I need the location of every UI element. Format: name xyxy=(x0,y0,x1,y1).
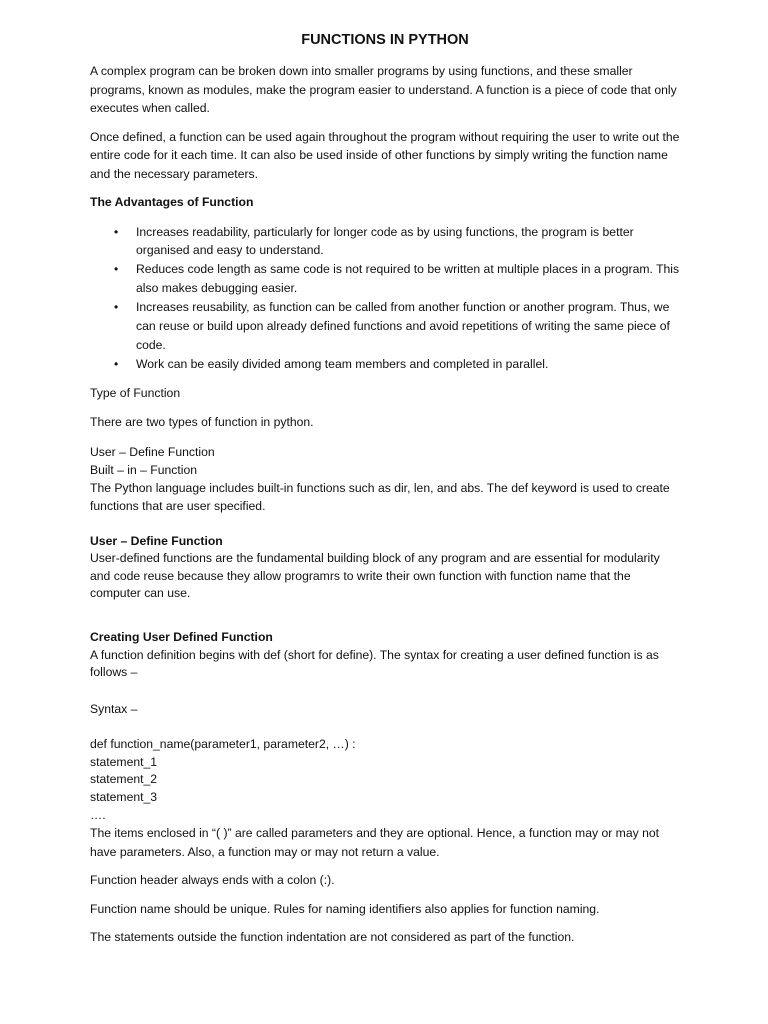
note-colon: Function header always ends with a colon (:). xyxy=(90,873,335,888)
intro-paragraph-1: A complex program can be broken down into smaller programs by using functions, and these smaller programs, known as modules, make the program easier to understand. A function is a piece of code that only executes when called. xyxy=(90,64,677,115)
types-intro: There are two types of function in python. xyxy=(90,415,314,430)
list-item-text: Work can be easily divided among team members and completed in parallel. xyxy=(136,356,549,371)
type-item-user-defined: User – Define Function xyxy=(90,444,215,459)
note-indentation: The statements outside the function indentation are not considered as part of the function. xyxy=(90,930,575,945)
types-heading: Type of Function xyxy=(90,385,181,400)
code-block xyxy=(90,736,680,824)
user-defined-text: User-defined functions are the fundamental building block of any program and are essential for modularity and code reuse because they allow programrs to write their own function with function name that the computer can use. xyxy=(90,551,660,601)
list-item xyxy=(114,298,680,355)
types-list xyxy=(90,443,680,479)
list-item xyxy=(114,260,680,298)
list-item-text: Increases reusability, as function can be called from another function or another program. Thus, we can reuse or build upon already defined functions and avoid repetitions of writing the same piece of code. xyxy=(136,300,670,352)
list-item xyxy=(114,355,680,374)
creating-heading: Creating User Defined Function xyxy=(90,630,273,645)
user-defined-heading: User – Define Function xyxy=(90,533,223,548)
code-line: …. xyxy=(90,807,106,822)
bullet-icon: • xyxy=(114,262,119,277)
creating-text: A function definition begins with def (short for define). The syntax for creating a user defined function is as follows – xyxy=(90,647,659,680)
list-item-text: Reduces code length as same code is not required to be written at multiple places in a program. This also makes debugging easier. xyxy=(136,262,680,296)
advantages-heading: The Advantages of Function xyxy=(90,195,254,209)
syntax-label: Syntax – xyxy=(90,701,138,716)
code-line: def function_name(parameter1, parameter2, …) : xyxy=(90,737,356,752)
types-note: The Python language includes built-in functions such as dir, len, and abs. The def keyword is used to create functions that are user specified. xyxy=(90,480,670,514)
page-title: FUNCTIONS IN PYTHON xyxy=(301,32,469,48)
code-line: statement_3 xyxy=(90,790,158,805)
bullet-icon: • xyxy=(114,224,119,239)
bullet-icon: • xyxy=(114,300,119,315)
code-line: statement_2 xyxy=(90,772,158,787)
intro-paragraph-2: Once defined, a function can be used again throughout the program without requiring the user to write out the entire code for it each time. It can also be used inside of other functions by simply writing the function name and the necessary parameters. xyxy=(90,129,680,181)
code-line: statement_1 xyxy=(90,754,158,769)
note-parameters: The items enclosed in “( )” are called parameters and they are optional. Hence, a function may or may not have parameters. Also, a function may or may not return a value. xyxy=(90,826,660,859)
list-item xyxy=(114,223,680,261)
type-item-built-in: Built – in – Function xyxy=(90,462,198,477)
note-unique-name: Function name should be unique. Rules for naming identifiers also applies for function naming. xyxy=(90,901,600,916)
bullet-icon: • xyxy=(114,356,119,371)
advantages-list xyxy=(90,223,680,374)
list-item-text: Increases readability, particularly for longer code as by using functions, the program is better organised and easy to understand. xyxy=(136,224,634,258)
